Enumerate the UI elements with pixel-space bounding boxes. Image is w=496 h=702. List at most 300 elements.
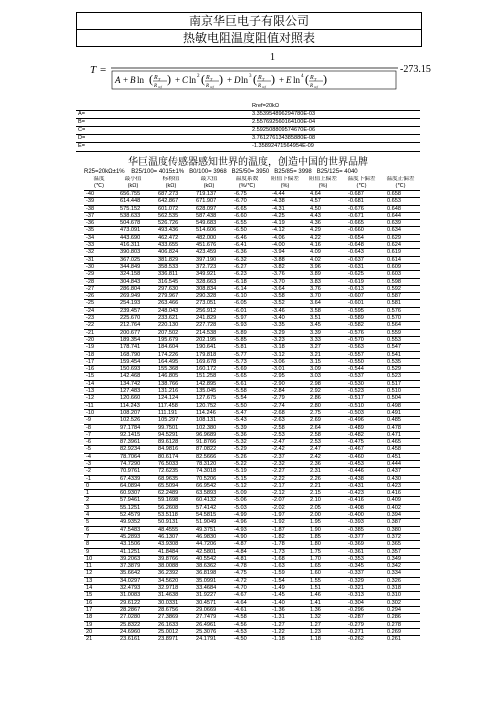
temp-coefficient-cell: -5.22 [228, 460, 266, 467]
svg-text:): ) [271, 72, 275, 86]
table-row [84, 497, 420, 504]
resistance-upper-tolerance-cell: 2.98 [304, 380, 342, 387]
min-resistance-cell: 39.2063 [114, 555, 152, 562]
coef-value: 3.353954896294780E-03 [252, 111, 316, 117]
nominal-resistance-cell: 34.5620 [152, 577, 190, 584]
max-resistance-cell: 51.9049 [190, 519, 228, 526]
temp-lower-tolerance-cell: -0.279 [342, 621, 381, 628]
temp-lower-tolerance-cell: -0.385 [342, 526, 381, 533]
temp-upper-tolerance-cell: 0.294 [381, 606, 420, 613]
resistance-upper-tolerance-cell: 2.53 [304, 439, 342, 446]
resistance-upper-tolerance-cell: 4.29 [304, 227, 342, 234]
min-resistance-cell: 168.790 [114, 351, 152, 358]
max-resistance-cell: 96.9689 [190, 431, 228, 438]
nominal-resistance-cell: 94.5291 [152, 431, 190, 438]
resistance-lower-tolerance-cell: -2.58 [266, 424, 304, 431]
temp-coefficient-cell: -6.05 [228, 300, 266, 307]
temp-coefficient-cell: -4.67 [228, 592, 266, 599]
nominal-resistance-cell: 76.5033 [152, 460, 190, 467]
nominal-resistance-cell: 26.1633 [152, 621, 190, 628]
temp-upper-tolerance-cell: 0.644 [381, 212, 420, 219]
nominal-resistance-cell: 72.6235 [152, 468, 190, 475]
svg-text:ln: ln [137, 75, 145, 85]
temp-coefficient-cell: -5.54 [228, 395, 266, 402]
temp-upper-tolerance-cell: 0.619 [381, 249, 420, 256]
coef-label: C= [78, 127, 86, 133]
svg-text:+: + [175, 75, 181, 85]
temp-lower-tolerance-cell: -0.687 [342, 191, 381, 198]
min-resistance-cell: 60.9307 [114, 490, 152, 497]
temp-lower-tolerance-cell: -0.595 [342, 307, 381, 314]
temperature-cell: -36 [84, 220, 114, 227]
min-resistance-cell: 239.457 [114, 307, 152, 314]
temperature-cell: -37 [84, 212, 114, 219]
col-unit: (%/℃) [228, 183, 266, 191]
temp-lower-tolerance-cell: -0.676 [342, 205, 381, 212]
temp-coefficient-cell: -5.36 [228, 431, 266, 438]
svg-text:4: 4 [301, 74, 304, 79]
temperature-cell: -7 [84, 431, 114, 438]
col-header: 标称值 [162, 176, 180, 182]
temp-coefficient-cell: -5.43 [228, 417, 266, 424]
temperature-cell: -20 [84, 336, 114, 343]
col-unit: (%) [266, 183, 304, 191]
col-unit: (℃) [342, 183, 381, 191]
temp-upper-tolerance-cell: 0.535 [381, 358, 420, 365]
svg-text:ln: ln [241, 75, 249, 85]
max-resistance-cell: 482.000 [190, 234, 228, 241]
nominal-resistance-cell: 316.545 [152, 278, 190, 285]
temperature-cell: -34 [84, 234, 114, 241]
resistance-upper-tolerance-cell: 1.75 [304, 548, 342, 555]
temp-upper-tolerance-cell: 0.478 [381, 424, 420, 431]
resistance-upper-tolerance-cell: 1.65 [304, 563, 342, 570]
temp-coefficient-cell: -5.39 [228, 424, 266, 431]
max-resistance-cell: 49.3751 [190, 526, 228, 533]
resistance-lower-tolerance-cell: -1.92 [266, 519, 304, 526]
temp-coefficient-cell: -5.06 [228, 497, 266, 504]
nominal-resistance-cell: 30.0331 [152, 599, 190, 606]
nominal-resistance-cell: 89.6128 [152, 439, 190, 446]
resistance-lower-tolerance-cell: -1.36 [266, 606, 304, 613]
temp-lower-tolerance-cell: -0.377 [342, 533, 381, 540]
resistance-lower-tolerance-cell: -3.82 [266, 263, 304, 270]
max-resistance-cell: 31.9227 [190, 592, 228, 599]
coef-value: -1.35892471564954E-09 [252, 143, 314, 149]
resistance-upper-tolerance-cell: 1.60 [304, 570, 342, 577]
resistance-table [84, 176, 420, 642]
temp-coefficient-cell: -5.73 [228, 358, 266, 365]
svg-text:C: C [182, 75, 189, 85]
title-box [76, 12, 422, 47]
nominal-resistance-cell: 28.6756 [152, 606, 190, 613]
temp-upper-tolerance-cell: 0.465 [381, 439, 420, 446]
temp-upper-tolerance-cell: 0.302 [381, 599, 420, 606]
temperature-cell: -38 [84, 205, 114, 212]
temperature-cell: -19 [84, 344, 114, 351]
temperature-cell: 1 [84, 490, 114, 497]
temp-upper-tolerance-cell: 0.547 [381, 344, 420, 351]
temperature-cell: -9 [84, 417, 114, 424]
temp-lower-tolerance-cell: -0.361 [342, 548, 381, 555]
table-row [84, 424, 420, 431]
table-row [84, 307, 420, 314]
table-row [84, 563, 420, 570]
min-resistance-cell: 82.9234 [114, 446, 152, 453]
temp-lower-tolerance-cell: -0.517 [342, 395, 381, 402]
max-resistance-cell: 44.7206 [190, 541, 228, 548]
table-row [84, 548, 420, 555]
temp-lower-tolerance-cell: -0.582 [342, 322, 381, 329]
temp-coefficient-cell: -5.93 [228, 322, 266, 329]
resistance-upper-tolerance-cell: 3.83 [304, 278, 342, 285]
formula-graphic [0, 48, 496, 90]
table-row [84, 234, 420, 241]
temp-lower-tolerance-cell: -0.589 [342, 315, 381, 322]
max-resistance-cell: 38.6362 [190, 563, 228, 570]
resistance-upper-tolerance-cell: 1.95 [304, 519, 342, 526]
resistance-lower-tolerance-cell: -2.47 [266, 439, 304, 446]
max-resistance-cell: 227.728 [190, 322, 228, 329]
min-resistance-cell: 92.1415 [114, 431, 152, 438]
temp-lower-tolerance-cell: -0.530 [342, 380, 381, 387]
resistance-upper-tolerance-cell: 1.90 [304, 526, 342, 533]
temp-lower-tolerance-cell: -0.321 [342, 585, 381, 592]
min-resistance-cell: 23.6161 [114, 636, 152, 643]
temp-upper-tolerance-cell: 0.581 [381, 300, 420, 307]
nominal-resistance-cell: 493.436 [152, 227, 190, 234]
temp-upper-tolerance-cell: 0.269 [381, 628, 420, 635]
temp-coefficient-cell: -4.75 [228, 570, 266, 577]
table-row [84, 541, 420, 548]
max-resistance-cell: 151.258 [190, 373, 228, 380]
temperature-cell: -27 [84, 285, 114, 292]
temp-coefficient-cell: -6.50 [228, 227, 266, 234]
temp-upper-tolerance-cell: 0.349 [381, 555, 420, 562]
temp-upper-tolerance-cell: 0.570 [381, 315, 420, 322]
temp-upper-tolerance-cell: 0.634 [381, 227, 420, 234]
table-row [84, 555, 420, 562]
table-body [84, 191, 420, 643]
resistance-lower-tolerance-cell: -1.82 [266, 533, 304, 540]
nominal-resistance-cell: 433.655 [152, 242, 190, 249]
temp-coefficient-cell: -5.09 [228, 490, 266, 497]
temp-coefficient-cell: -5.19 [228, 468, 266, 475]
svg-text:R: R [154, 84, 158, 89]
svg-text:+: + [123, 75, 129, 85]
svg-text:(: ( [253, 72, 257, 86]
temp-upper-tolerance-cell: 0.318 [381, 585, 420, 592]
temp-lower-tolerance-cell: -0.557 [342, 351, 381, 358]
resistance-lower-tolerance-cell: -2.63 [266, 417, 304, 424]
temperature-cell: -24 [84, 307, 114, 314]
temp-lower-tolerance-cell: -0.482 [342, 431, 381, 438]
min-resistance-cell: 127.483 [114, 388, 152, 395]
max-resistance-cell: 63.5893 [190, 490, 228, 497]
resistance-lower-tolerance-cell: -2.07 [266, 497, 304, 504]
min-resistance-cell: 189.354 [114, 336, 152, 343]
temperature-cell: 14 [84, 585, 114, 592]
resistance-upper-tolerance-cell: 2.05 [304, 504, 342, 511]
svg-text:2: 2 [197, 74, 200, 79]
resistance-lower-tolerance-cell: -1.49 [266, 585, 304, 592]
temperature-cell: -32 [84, 249, 114, 256]
temp-lower-tolerance-cell: -0.550 [342, 358, 381, 365]
nominal-resistance-cell: 41.8484 [152, 548, 190, 555]
max-resistance-cell: 24.1791 [190, 636, 228, 643]
temp-coefficient-cell: -5.65 [228, 373, 266, 380]
min-resistance-cell: 114.243 [114, 402, 152, 409]
resistance-upper-tolerance-cell: 3.33 [304, 336, 342, 343]
temp-upper-tolerance-cell: 0.409 [381, 497, 420, 504]
min-resistance-cell: 35.6642 [114, 570, 152, 577]
nominal-resistance-cell: 155.368 [152, 366, 190, 373]
temperature-cell: -15 [84, 373, 114, 380]
temperature-cell: 18 [84, 614, 114, 621]
resistance-lower-tolerance-cell: -2.79 [266, 395, 304, 402]
temp-coefficient-cell: -4.84 [228, 548, 266, 555]
min-resistance-cell: 70.9761 [114, 468, 152, 475]
nominal-resistance-cell: 146.805 [152, 373, 190, 380]
temp-upper-tolerance-cell: 0.576 [381, 307, 420, 314]
temp-lower-tolerance-cell: -0.431 [342, 482, 381, 489]
temp-lower-tolerance-cell: -0.438 [342, 475, 381, 482]
resistance-lower-tolerance-cell: -2.68 [266, 409, 304, 416]
min-resistance-cell: 87.3961 [114, 439, 152, 446]
resistance-lower-tolerance-cell: -1.31 [266, 614, 304, 621]
nominal-resistance-cell: 117.458 [152, 402, 190, 409]
resistance-lower-tolerance-cell: -3.29 [266, 329, 304, 336]
min-resistance-cell: 367.025 [114, 256, 152, 263]
min-resistance-cell: 134.742 [114, 380, 152, 387]
temperature-cell: -22 [84, 322, 114, 329]
svg-text:+: + [227, 75, 233, 85]
resistance-upper-tolerance-cell: 3.96 [304, 263, 342, 270]
min-resistance-cell: 390.803 [114, 249, 152, 256]
nominal-resistance-cell: 263.466 [152, 300, 190, 307]
temp-coefficient-cell: -4.90 [228, 533, 266, 540]
max-resistance-cell: 308.834 [190, 285, 228, 292]
table-row [84, 402, 420, 409]
nominal-resistance-cell: 131.216 [152, 388, 190, 395]
nominal-resistance-cell: 462.472 [152, 234, 190, 241]
table-row [84, 526, 420, 533]
min-resistance-cell: 254.193 [114, 300, 152, 307]
temp-coefficient-cell: -4.99 [228, 512, 266, 519]
svg-text:ref: ref [262, 85, 266, 89]
temp-upper-tolerance-cell: 0.444 [381, 460, 420, 467]
col-unit: (%) [304, 183, 342, 191]
temperature-cell: 6 [84, 526, 114, 533]
svg-text:(: ( [305, 72, 309, 86]
table-row [84, 504, 420, 511]
svg-text:ln: ln [293, 75, 301, 85]
nominal-resistance-cell: 50.9131 [152, 519, 190, 526]
temp-lower-tolerance-cell: -0.369 [342, 541, 381, 548]
resistance-upper-tolerance-cell: 3.03 [304, 373, 342, 380]
nominal-resistance-cell: 220.130 [152, 322, 190, 329]
temp-coefficient-cell: -4.93 [228, 526, 266, 533]
temp-coefficient-cell: -5.15 [228, 475, 266, 482]
temp-upper-tolerance-cell: 0.587 [381, 293, 420, 300]
resistance-upper-tolerance-cell: 2.92 [304, 388, 342, 395]
max-resistance-cell: 719.137 [190, 191, 228, 198]
table-row [84, 191, 420, 198]
table-row [84, 285, 420, 292]
coef-label: A= [78, 111, 85, 117]
temp-upper-tolerance-cell: 0.541 [381, 351, 420, 358]
min-resistance-cell: 34.0297 [114, 577, 152, 584]
temp-lower-tolerance-cell: -0.563 [342, 344, 381, 351]
temp-lower-tolerance-cell: -0.337 [342, 570, 381, 577]
resistance-lower-tolerance-cell: -3.70 [266, 278, 304, 285]
table-row [84, 533, 420, 540]
col-header: 温度下偏差 [347, 176, 376, 182]
svg-text:B: B [130, 75, 136, 85]
resistance-upper-tolerance-cell: 1.32 [304, 614, 342, 621]
nominal-resistance-cell: 105.297 [152, 417, 190, 424]
svg-text:T: T [158, 77, 161, 82]
nominal-resistance-cell: 38.0088 [152, 563, 190, 570]
temp-lower-tolerance-cell: -0.304 [342, 599, 381, 606]
temp-coefficient-cell: -6.18 [228, 278, 266, 285]
temp-upper-tolerance-cell: 0.342 [381, 563, 420, 570]
rref-label: Rref=20kΩ [252, 103, 280, 109]
temp-coefficient-cell: -5.89 [228, 329, 266, 336]
temp-upper-tolerance-cell: 0.310 [381, 592, 420, 599]
resistance-upper-tolerance-cell: 3.89 [304, 271, 342, 278]
min-resistance-cell: 67.4339 [114, 475, 152, 482]
temperature-cell: -23 [84, 315, 114, 322]
svg-text:3: 3 [249, 74, 252, 79]
resistance-upper-tolerance-cell: 2.10 [304, 497, 342, 504]
resistance-lower-tolerance-cell: -1.27 [266, 621, 304, 628]
resistance-lower-tolerance-cell: -2.32 [266, 460, 304, 467]
min-resistance-cell: 416.311 [114, 242, 152, 249]
svg-text:ref: ref [210, 85, 214, 89]
temp-upper-tolerance-cell: 0.437 [381, 468, 420, 475]
header-row [84, 176, 420, 183]
col-header: 温度 [93, 176, 105, 182]
resistance-upper-tolerance-cell: 2.69 [304, 417, 342, 424]
resistance-lower-tolerance-cell: -3.94 [266, 249, 304, 256]
temp-upper-tolerance-cell: 0.523 [381, 373, 420, 380]
temp-upper-tolerance-cell: 0.598 [381, 278, 420, 285]
temp-coefficient-cell: -6.60 [228, 212, 266, 219]
table-row [84, 380, 420, 387]
col-header: 阻值下偏差 [271, 176, 299, 182]
resistance-lower-tolerance-cell: -1.45 [266, 592, 304, 599]
resistance-upper-tolerance-cell: 1.36 [304, 606, 342, 613]
temp-lower-tolerance-cell: -0.660 [342, 227, 381, 234]
max-resistance-cell: 36.8198 [190, 570, 228, 577]
nominal-resistance-cell: 207.502 [152, 329, 190, 336]
svg-text:R: R [310, 75, 314, 81]
max-resistance-cell: 372.723 [190, 263, 228, 270]
table-row [84, 512, 420, 519]
table-row [84, 336, 420, 343]
table-row [84, 395, 420, 402]
table-row [84, 614, 420, 621]
temperature-cell: -18 [84, 351, 114, 358]
temp-upper-tolerance-cell: 0.430 [381, 475, 420, 482]
min-resistance-cell: 78.7064 [114, 453, 152, 460]
temp-lower-tolerance-cell: -0.400 [342, 512, 381, 519]
table-row [84, 570, 420, 577]
resistance-lower-tolerance-cell: -3.46 [266, 307, 304, 314]
min-resistance-cell: 47.5483 [114, 526, 152, 533]
table-row [84, 358, 420, 365]
nominal-resistance-cell: 46.1307 [152, 533, 190, 540]
min-resistance-cell: 27.0280 [114, 614, 152, 621]
resistance-lower-tolerance-cell: -2.90 [266, 380, 304, 387]
resistance-lower-tolerance-cell: -1.63 [266, 563, 304, 570]
temperature-cell: 7 [84, 533, 114, 540]
nominal-resistance-cell: 184.604 [152, 344, 190, 351]
temp-coefficient-cell: -5.26 [228, 453, 266, 460]
resistance-upper-tolerance-cell: 3.21 [304, 351, 342, 358]
nominal-resistance-cell: 31.4638 [152, 592, 190, 599]
table-row [84, 315, 420, 322]
nominal-resistance-cell: 65.5094 [152, 482, 190, 489]
nominal-resistance-cell: 233.621 [152, 315, 190, 322]
temp-lower-tolerance-cell: -0.262 [342, 636, 381, 643]
max-resistance-cell: 57.4142 [190, 504, 228, 511]
nominal-resistance-cell: 124.124 [152, 395, 190, 402]
max-resistance-cell: 135.045 [190, 388, 228, 395]
temp-upper-tolerance-cell: 0.624 [381, 242, 420, 249]
min-resistance-cell: 200.677 [114, 329, 152, 336]
max-resistance-cell: 29.0669 [190, 606, 228, 613]
temp-coefficient-cell: -6.36 [228, 249, 266, 256]
temp-lower-tolerance-cell: -0.648 [342, 242, 381, 249]
nominal-resistance-cell: 99.7501 [152, 424, 190, 431]
resistance-lower-tolerance-cell: -2.37 [266, 453, 304, 460]
temp-lower-tolerance-cell: -0.475 [342, 439, 381, 446]
temp-upper-tolerance-cell: 0.326 [381, 577, 420, 584]
temp-coefficient-cell: -4.96 [228, 519, 266, 526]
temp-upper-tolerance-cell: 0.451 [381, 453, 420, 460]
nominal-resistance-cell: 138.766 [152, 380, 190, 387]
resistance-lower-tolerance-cell: -3.12 [266, 351, 304, 358]
resistance-upper-tolerance-cell: 2.42 [304, 453, 342, 460]
temp-upper-tolerance-cell: 0.603 [381, 271, 420, 278]
temp-upper-tolerance-cell: 0.592 [381, 285, 420, 292]
temp-lower-tolerance-cell: -0.631 [342, 263, 381, 270]
resistance-lower-tolerance-cell: -1.18 [266, 636, 304, 643]
resistance-lower-tolerance-cell: -3.01 [266, 366, 304, 373]
temp-coefficient-cell: -5.61 [228, 380, 266, 387]
max-resistance-cell: 25.3076 [190, 628, 228, 635]
resistance-upper-tolerance-cell: 3.64 [304, 300, 342, 307]
temperature-cell: -8 [84, 424, 114, 431]
max-resistance-cell: 35.0991 [190, 577, 228, 584]
table-row [84, 446, 420, 453]
min-resistance-cell: 102.526 [114, 417, 152, 424]
temp-coefficient-cell: -6.46 [228, 234, 266, 241]
svg-text:R: R [258, 75, 262, 81]
min-resistance-cell: 443.690 [114, 234, 152, 241]
resistance-upper-tolerance-cell: 2.80 [304, 402, 342, 409]
svg-text:): ) [219, 72, 223, 86]
table-row [84, 599, 420, 606]
max-resistance-cell: 256.912 [190, 307, 228, 314]
nominal-resistance-cell: 111.191 [152, 409, 190, 416]
svg-text:+: + [279, 75, 285, 85]
resistance-lower-tolerance-cell: -4.19 [266, 220, 304, 227]
temp-upper-tolerance-cell: 0.529 [381, 366, 420, 373]
temp-upper-tolerance-cell: 0.614 [381, 256, 420, 263]
